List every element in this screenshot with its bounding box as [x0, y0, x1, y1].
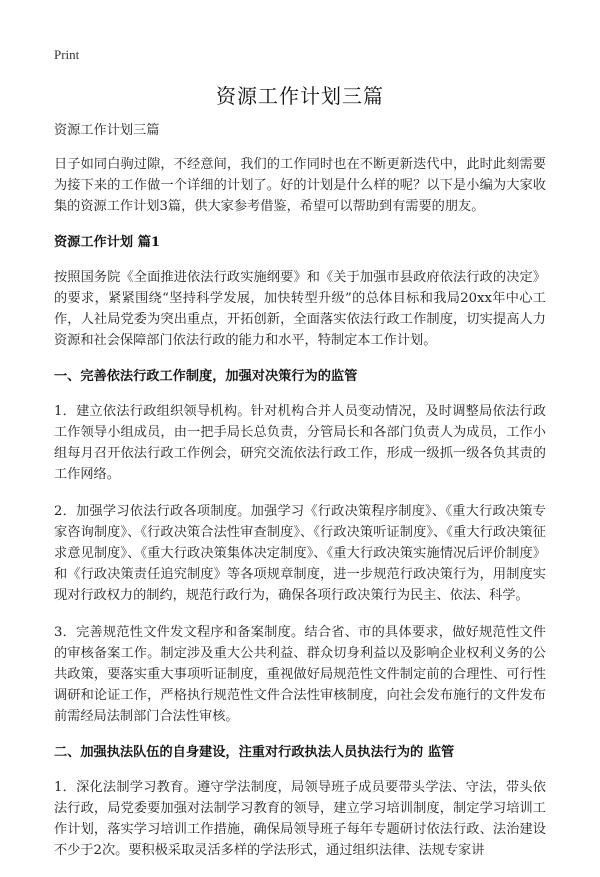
paragraph-item-2-1: 1．深化法制学习教育。遵守学法制度，局领导班子成员要带头学法、守法，带头依法行政，局党委要加强对法制学习教育的领导，建立学习培训制度，制定学习培训工作计划，落实学习培训工作措施，确保局领导班子每年专题研讨依法行政、法治建设不少于2次。要积极采取灵活多样的学法形式，通过组织法律、法规专家讲: [54, 780, 546, 858]
paragraph-item-1-3: 3．完善规范性文件发文程序和备案制度。结合省、市的具体要求，做好规范性文件的审核备案工作。制定涉及重大公共利益、群众切身利益以及影响企业权利义务的公共政策，要落实重大事项听证制度，重视做好局规范性文件制定前的合理性、可行性调研和论证工作，严格执行规范性文件合法性审核制度，向社会发布施行的文件发布前需经局法制部门合法性审核。: [54, 625, 546, 724]
document-body: [54, 120, 546, 877]
paragraph-item-1-2: 2．加强学习依法行政各项制度。加强学习《行政决策程序制度》、《重大行政决策专家咨询制度》、《行政决策合法性审查制度》、《行政决策听证制度》、《重大行政决策征求意见制度》、《重大行政决策集体决定制度》、《重大行政决策实施情况后评价制度》和《行政决策责任追究制度》等各项规章制度，进一步规范行政决策行为，用制度实现对行政权力的制约，规范行政行为，确保各项行政决策行为民主、依法、科学。: [54, 504, 546, 603]
page-title: 资源工作计划三篇: [216, 84, 384, 108]
section-heading: 资源工作计划 篇1: [54, 235, 161, 250]
paragraph-item-1-1: 1．建立依法行政组织领导机构。针对机构合并人员变动情况，及时调整局依法行政工作领导小组成员，由一把手局长总负责，分管局长和各部门负责人为成员，工作小组每月召开依法行政工作例会，研究交流依法行政工作，形成一级抓一级各负其责的工作网络。: [54, 404, 546, 482]
intro-paragraph: 日子如同白驹过隙，不经意间，我们的工作同时也在不断更新迭代中，此时此刻需要为接下来的工作做一个详细的计划了。好的计划是什么样的呢？以下是小编为大家收集的资源工作计划3篇，供大家参考借鉴，希望可以帮助到有需要的朋友。: [54, 157, 546, 214]
document-subtitle: 资源工作计划三篇: [54, 123, 160, 138]
print-link[interactable]: Print: [54, 47, 80, 62]
heading-two: 二、加强执法队伍的自身建设，注重对行政执法人员执法行为的 监管: [54, 745, 455, 760]
heading-one: 一、完善依法行政工作制度，加强对决策行为的监管: [54, 369, 358, 384]
section-intro-paragraph: 按照国务院《全面推进依法行政实施纲要》和《关于加强市县政府依法行政的决定》的要求，紧紧围绕“坚持科学发展，加快转型升级”的总体目标和我局20xx年中心工作，人社局党委为突出重点，开拓创新，全面落实依法行政工作制度，切实提高人力资源和社会保障部门依法行政的能力和水平，特制定本工作计划。: [54, 270, 546, 348]
